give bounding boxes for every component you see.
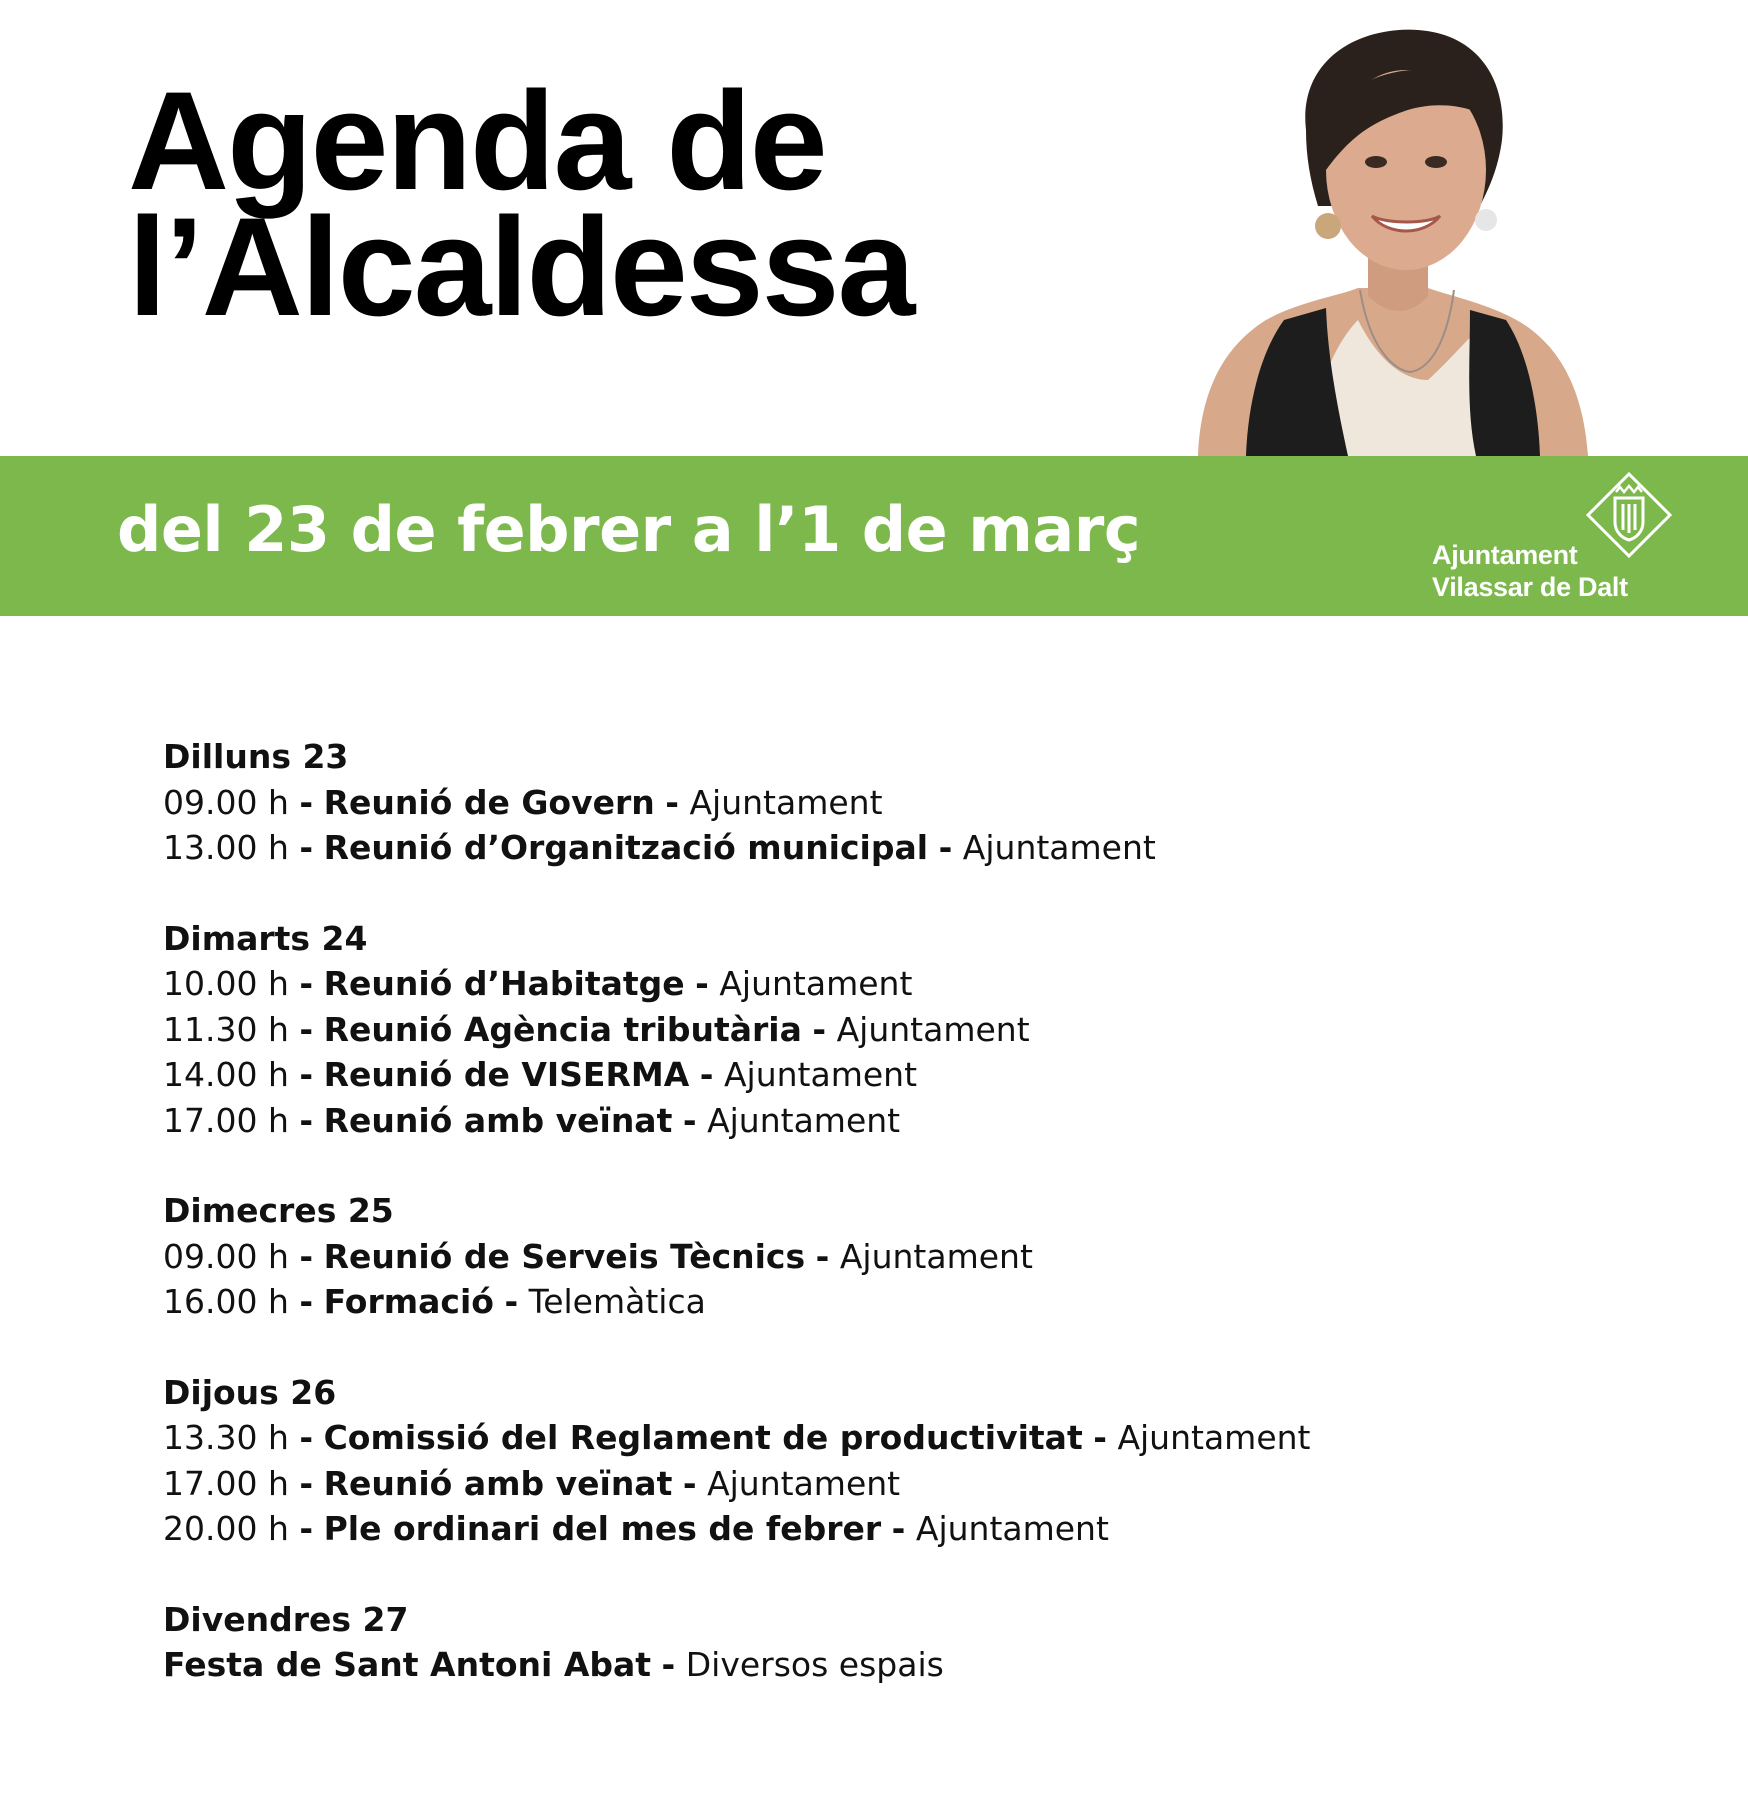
event-name: Reunió d’Habitatge [323,964,685,1003]
event-name: Comissió del Reglament de productivitat [323,1418,1083,1457]
event-place: Ajuntament [836,1009,1030,1049]
page-title [128,62,914,345]
coat-of-arms-icon [1584,470,1674,560]
agenda-event: 14.00 h - Reunió de VISERMA - Ajuntament [163,1055,918,1094]
event-name: Reunió amb veïnat [323,1463,673,1503]
mayor-portrait [1188,20,1598,456]
event-place: Ajuntament [962,828,1156,867]
event-place: Ajuntament [719,964,913,1003]
agenda-event: 16.00 h - Formació - Telemàtica [163,1282,706,1321]
day-heading: Dimecres 25 [163,1191,394,1230]
event-time: 10.00 h [163,964,289,1003]
ajuntament-logo [1424,464,1654,614]
event-name: Festa de Sant Antoni Abat [163,1645,652,1684]
event-name: Formació [323,1282,494,1321]
event-place: Ajuntament [723,1055,918,1094]
event-place: Ajuntament [915,1509,1109,1548]
title-line-2: l’Alcaldessa [128,188,914,345]
agenda-event: 13.00 h - Reunió d’Organització municipal - Ajuntament [163,828,1156,867]
date-band [0,456,1748,616]
event-time: 13.30 h [163,1418,289,1457]
event-name: Reunió de VISERMA [323,1055,690,1094]
event-time: 14.00 h [163,1055,289,1094]
title-line-1: Agenda de [128,62,826,219]
agenda-event: 09.00 h - Reunió de Govern - Ajuntament [163,782,883,822]
agenda-event: 20.00 h - Ple ordinari del mes de febrer - Ajuntament [163,1509,1109,1548]
logo-text-line-2: Vilassar de Dalt [1432,572,1628,602]
event-place: Ajuntament [839,1236,1033,1276]
event-place: Ajuntament [707,1100,901,1140]
event-time: 17.00 h [163,1100,289,1140]
event-place: Ajuntament [689,782,883,822]
event-time: 17.00 h [163,1463,289,1503]
agenda-day [163,916,1663,1144]
agenda-day [163,1188,1663,1325]
agenda-day [163,734,1663,871]
event-time: 09.00 h [163,1236,289,1276]
agenda-event: 17.00 h - Reunió amb veïnat - Ajuntament [163,1100,901,1140]
agenda-event: 17.00 h - Reunió amb veïnat - Ajuntament [163,1463,901,1503]
event-name: Reunió de Govern [323,782,655,822]
event-name: Reunió de Serveis Tècnics [323,1236,806,1276]
agenda-event: Festa de Sant Antoni Abat - Diversos espais [163,1645,944,1684]
event-time: 13.00 h [163,828,289,867]
event-place: Diversos espais [685,1645,944,1684]
event-time: 09.00 h [163,782,289,822]
event-name: Reunió amb veïnat [323,1100,673,1140]
event-name: Reunió d’Organització municipal [323,828,929,867]
day-heading: Dijous 26 [163,1372,337,1412]
agenda-event: 09.00 h - Reunió de Serveis Tècnics - Ajuntament [163,1236,1033,1276]
agenda-day [163,1370,1663,1552]
event-time: 11.30 h [163,1009,289,1049]
day-heading: Divendres 27 [163,1599,409,1639]
event-time: 16.00 h [163,1282,289,1321]
day-heading: Dimarts 24 [163,918,368,958]
event-place: Ajuntament [707,1463,901,1503]
event-time: 20.00 h [163,1509,289,1548]
agenda-event: 11.30 h - Reunió Agència tributària - Ajuntament [163,1009,1030,1049]
agenda-event: 10.00 h - Reunió d’Habitatge - Ajuntament [163,964,913,1003]
day-heading: Dilluns 23 [163,737,349,776]
date-range: del 23 de febrer a l’1 de març [117,493,1141,566]
agenda-event: 13.30 h - Comissió del Reglament de productivitat - Ajuntament [163,1418,1311,1457]
event-name: Ple ordinari del mes de febrer [323,1509,882,1548]
event-place: Ajuntament [1117,1418,1311,1457]
event-place: Telemàtica [528,1282,706,1321]
agenda-list [163,734,1663,1733]
event-name: Reunió Agència tributària [323,1009,802,1049]
agenda-day [163,1597,1663,1688]
logo-text-line-1: Ajuntament [1432,540,1578,570]
